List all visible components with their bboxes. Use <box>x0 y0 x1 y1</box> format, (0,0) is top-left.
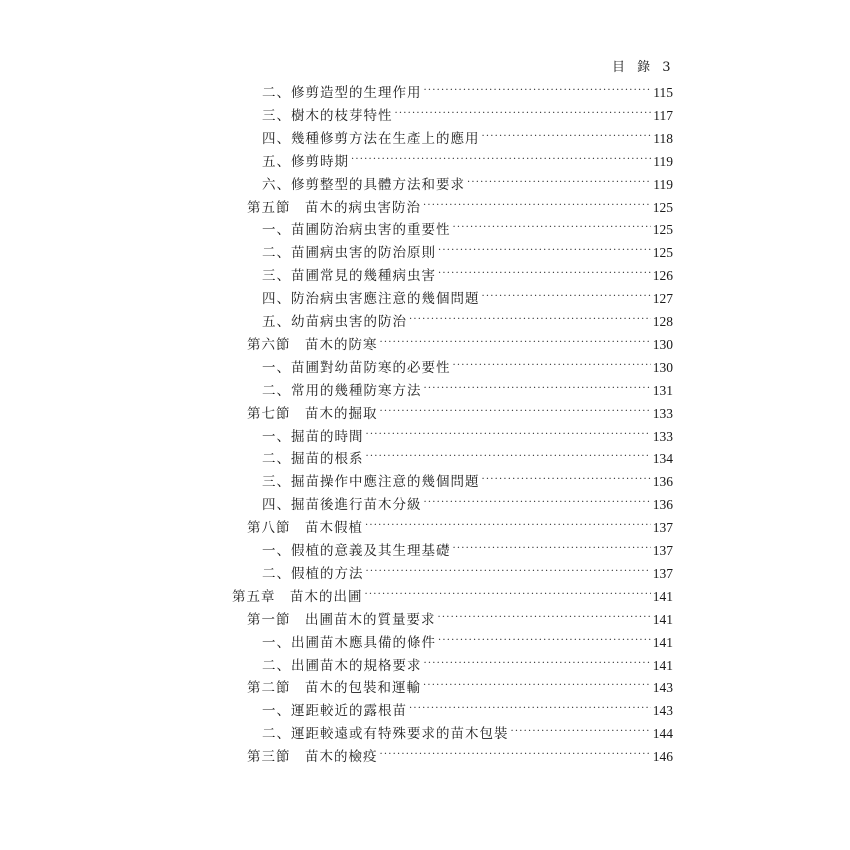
toc-entry-label: 第七節 苗木的掘取 <box>247 405 378 422</box>
toc-entry-label: 二、常用的幾種防寒方法 <box>262 382 422 399</box>
toc-entry-page-number: 141 <box>652 611 673 627</box>
toc-entry-label: 四、防治病虫害應注意的幾個問題 <box>262 291 480 308</box>
toc-entry-label: 第二節 苗木的包裝和運輸 <box>247 680 421 697</box>
toc-dot-leader <box>424 380 651 400</box>
toc-entry <box>247 332 673 354</box>
toc-entry <box>262 217 673 239</box>
toc-dot-leader <box>438 632 651 652</box>
toc-entry-page-number: 143 <box>652 703 673 719</box>
toc-entry <box>262 424 673 446</box>
toc-dot-leader <box>365 517 651 537</box>
toc-entry-page-number: 137 <box>652 543 673 558</box>
toc-dot-leader <box>366 563 651 583</box>
toc-dot-leader <box>424 494 651 514</box>
toc-entry-label: 第三節 苗木的檢疫 <box>247 749 378 766</box>
toc-entry-label: 一、苗圃防治病虫害的重要性 <box>262 222 451 239</box>
toc-entry-page-number: 136 <box>652 474 673 490</box>
toc-entry-page-number: 136 <box>652 497 673 513</box>
toc-entry-page-number: 125 <box>652 199 673 215</box>
toc-dot-leader <box>409 311 651 331</box>
toc-entry-label: 第六節 苗木的防寒 <box>247 336 378 353</box>
toc-entry <box>262 355 673 377</box>
toc-entry <box>262 103 673 125</box>
toc-entry-page-number: 141 <box>652 588 673 604</box>
toc-entry-page-number: 144 <box>652 726 673 742</box>
toc-entry <box>262 446 673 468</box>
toc-entry-page-number: 137 <box>652 520 673 536</box>
toc-entry-label: 二、出圃苗木的規格要求 <box>262 657 422 674</box>
toc-entry-label: 二、修剪造型的生理作用 <box>262 85 422 101</box>
toc-entry <box>262 469 673 491</box>
toc-dot-leader <box>380 334 651 354</box>
toc-entry-label: 五、修剪時期 <box>262 153 349 170</box>
toc-entry-label: 五、幼苗病虫害的防治 <box>262 314 407 330</box>
toc-entry-label: 第五節 苗木的病虫害防治 <box>247 199 421 216</box>
toc-dot-leader <box>438 609 651 629</box>
page-header: 目 錄 3 <box>612 60 675 75</box>
toc-entry <box>262 286 673 308</box>
toc-dot-leader <box>395 105 652 125</box>
toc-entry-page-number: 127 <box>652 291 673 307</box>
toc-entry <box>247 515 673 537</box>
toc-entry-label: 三、樹木的枝芽特性 <box>262 107 393 124</box>
toc-entry-page-number: 133 <box>652 428 673 444</box>
toc-entry <box>247 744 673 766</box>
toc-dot-leader <box>366 426 651 446</box>
toc-entry-page-number: 130 <box>652 359 673 375</box>
toc-entry-label: 一、掘苗的時間 <box>262 428 364 445</box>
toc-entry-label: 二、苗圃病虫害的防治原則 <box>262 245 436 262</box>
toc-entry-label: 二、掘苗的根系 <box>262 451 364 468</box>
toc-dot-leader <box>453 540 651 560</box>
toc-entry-label: 一、苗圃對幼苗防寒的必要性 <box>262 359 451 376</box>
toc-entry-page-number: 143 <box>652 680 673 696</box>
toc-entry-page-number: 137 <box>652 565 673 581</box>
toc-dot-leader <box>438 242 651 262</box>
toc-dot-leader <box>467 174 651 194</box>
toc-entry <box>262 263 673 285</box>
toc-dot-leader <box>482 128 652 148</box>
toc-dot-leader <box>424 655 651 675</box>
toc-entry-label: 四、掘苗後進行苗木分級 <box>262 497 422 514</box>
toc-entry <box>262 378 673 400</box>
toc-entry-label: 六、修剪整型的具體方法和要求 <box>262 176 465 193</box>
toc-entry <box>247 675 673 697</box>
toc-entry-page-number: 126 <box>652 268 673 284</box>
toc-dot-leader <box>409 700 651 720</box>
toc-entry <box>262 721 673 743</box>
toc-entry-label: 一、出圃苗木應具備的條件 <box>262 634 436 651</box>
toc-entry <box>247 401 673 423</box>
toc-dot-leader <box>380 403 651 423</box>
toc-entry-page-number: 133 <box>652 405 673 421</box>
toc-entry <box>262 149 673 171</box>
toc-entry <box>262 492 673 514</box>
toc-entry-page-number: 146 <box>652 749 673 765</box>
toc-entry <box>232 584 673 606</box>
toc-dot-leader <box>482 471 651 491</box>
toc-entry-page-number: 119 <box>653 153 673 169</box>
toc-entry-page-number: 141 <box>652 657 673 673</box>
toc-entry-label: 第五章 苗木的出圃 <box>232 588 363 605</box>
toc-entry <box>262 698 673 720</box>
toc-entry-label: 三、苗圃常見的幾種病虫害 <box>262 268 436 285</box>
toc-entry-label: 第一節 出圃苗木的質量要求 <box>247 611 436 628</box>
toc-entry <box>262 653 673 675</box>
toc-dot-leader <box>424 82 652 102</box>
toc-entry-page-number: 119 <box>653 176 673 192</box>
toc-entry <box>247 607 673 629</box>
toc-entry <box>262 80 673 102</box>
toc-entry-label: 四、幾種修剪方法在生產上的應用 <box>262 130 480 147</box>
toc-entry-page-number: 141 <box>652 634 673 650</box>
toc-entry-page-number: 115 <box>653 85 673 100</box>
toc-entry-label: 一、假植的意義及其生理基礎 <box>262 543 451 559</box>
toc-entry <box>262 309 673 331</box>
toc-entry-page-number: 125 <box>652 245 673 261</box>
toc-dot-leader <box>423 197 651 217</box>
toc-entry <box>247 195 673 217</box>
toc-dot-leader <box>366 448 651 468</box>
toc-entry-page-number: 118 <box>653 130 673 146</box>
toc-dot-leader <box>423 677 651 697</box>
toc-dot-leader <box>351 151 651 171</box>
toc-entry-page-number: 130 <box>652 336 673 352</box>
toc-entry-label: 三、掘苗操作中應注意的幾個問題 <box>262 474 480 491</box>
toc-entry <box>262 561 673 583</box>
toc-dot-leader <box>453 357 651 377</box>
toc-dot-leader <box>511 723 651 743</box>
toc-dot-leader <box>380 746 651 766</box>
toc-dot-leader <box>438 265 651 285</box>
toc-dot-leader <box>453 219 651 239</box>
toc-entry <box>262 240 673 262</box>
toc-entry-page-number: 117 <box>653 107 673 123</box>
toc-entry-label: 二、假植的方法 <box>262 565 364 582</box>
toc-dot-leader <box>482 288 651 308</box>
toc-entry-label: 二、運距較遠或有特殊要求的苗木包裝 <box>262 726 509 743</box>
toc-entry <box>262 172 673 194</box>
toc-dot-leader <box>365 586 651 606</box>
toc-entry-page-number: 128 <box>652 314 673 329</box>
toc-entry <box>262 538 673 560</box>
toc-entry <box>262 630 673 652</box>
toc-entry-label: 一、運距較近的露根苗 <box>262 703 407 720</box>
toc-entry-label: 第八節 苗木假植 <box>247 520 363 537</box>
toc-entry-page-number: 134 <box>652 451 673 467</box>
toc-entry-page-number: 125 <box>652 222 673 238</box>
toc-entry-page-number: 131 <box>652 382 673 398</box>
toc-entry <box>262 126 673 148</box>
